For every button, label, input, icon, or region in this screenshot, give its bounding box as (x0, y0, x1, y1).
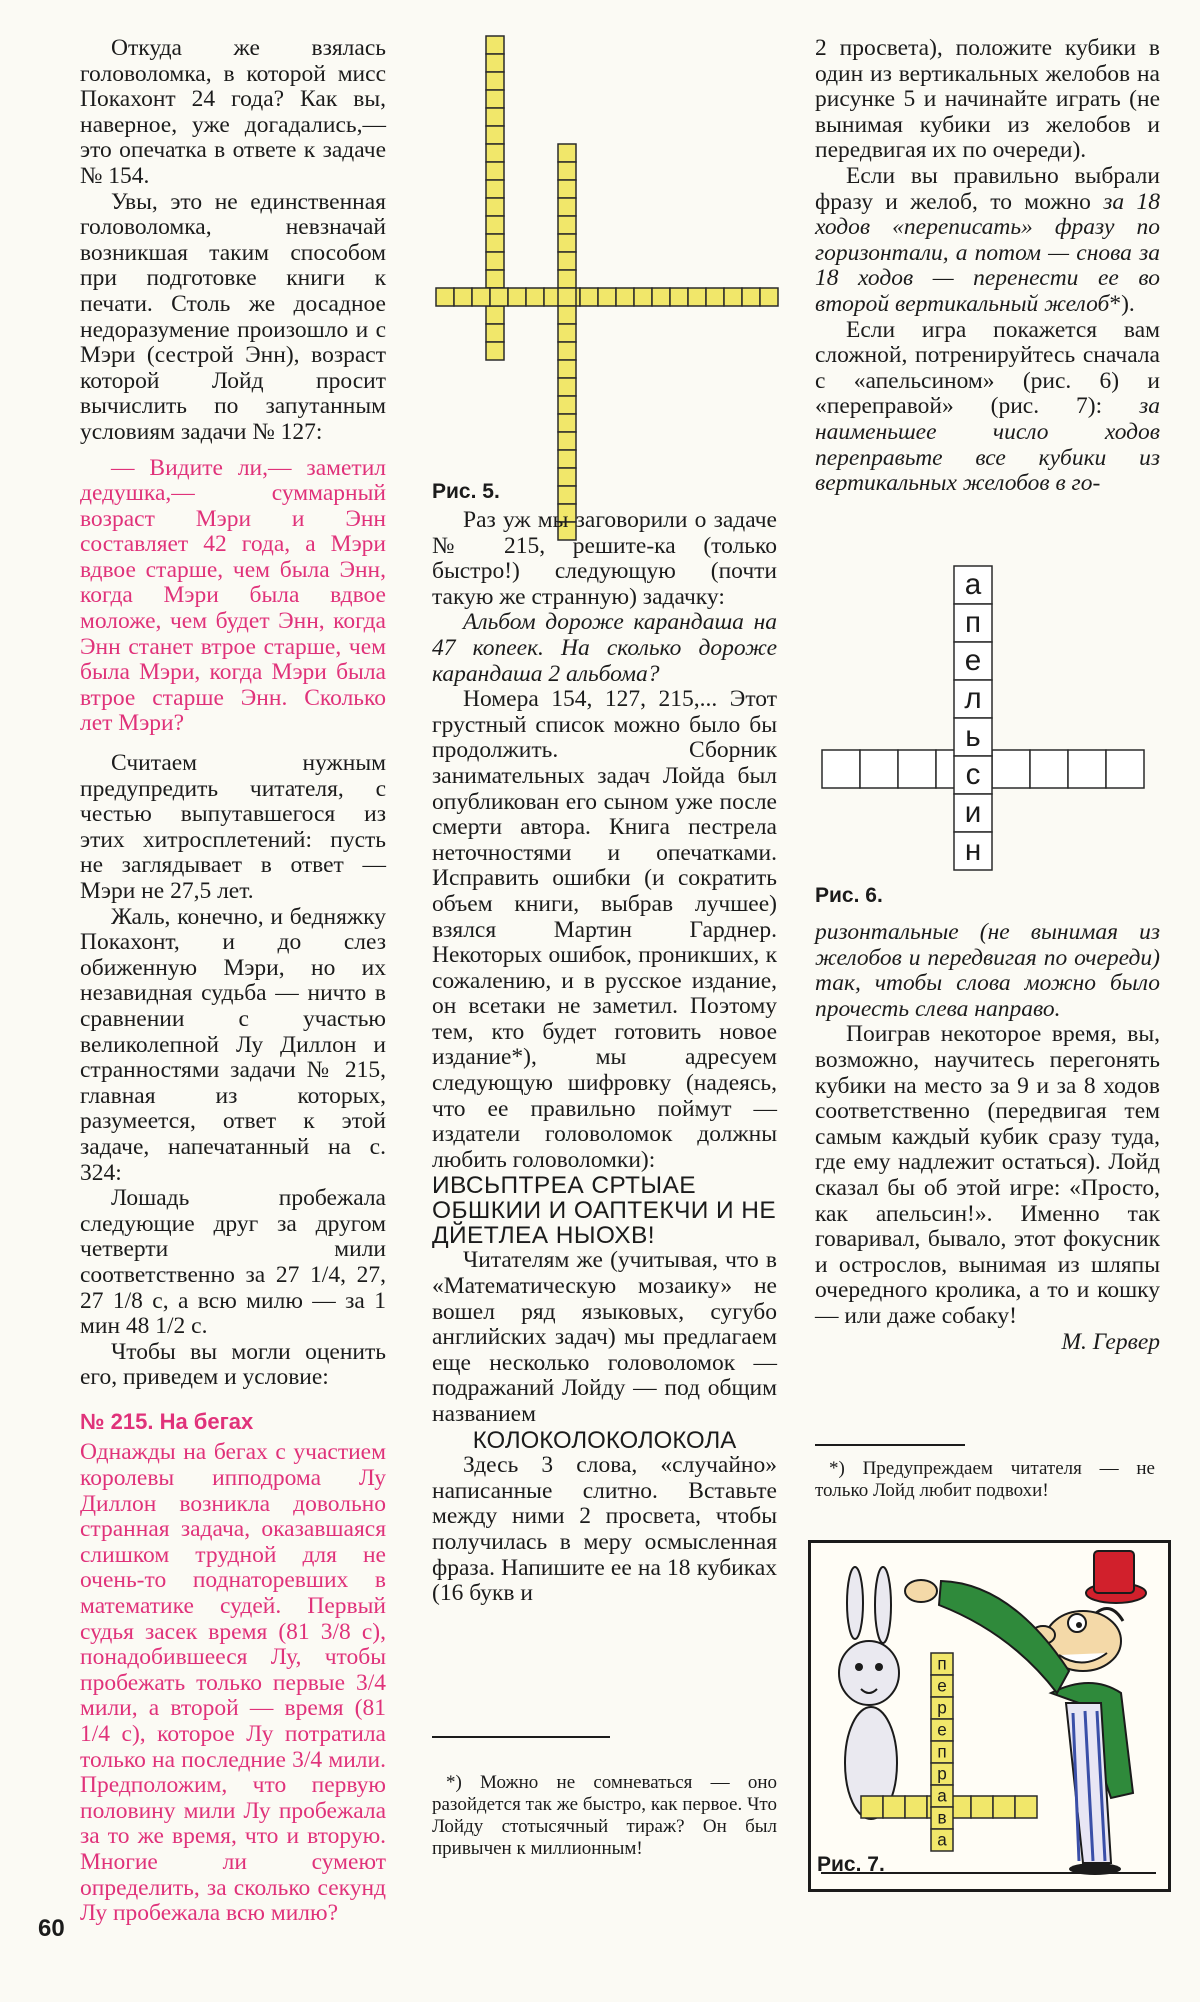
paragraph: Считаем нужным предупредить читателя, с честью выпутавшегося из этих хитросплетений: пусть не заглядывает в ответ — Мэри не 27,5 лет. (80, 750, 386, 904)
text: *). (1109, 290, 1135, 317)
grid-cell (558, 144, 576, 162)
grid-cell (598, 288, 616, 306)
top-hat-icon (1086, 1551, 1146, 1603)
grid-cell (558, 180, 576, 198)
paragraph: 2 просвета), положите кубики в один из вертикальных желобов на рисунке 5 и начинайте играть (не вынимая кубики из желобов и передвигая их по очереди). (815, 35, 1160, 164)
grid-cell (558, 198, 576, 216)
grid-cell (883, 1796, 905, 1818)
column-left (80, 36, 386, 1927)
grid-cell (486, 144, 504, 162)
cell-letter: е (937, 1675, 947, 1696)
text-italic: за наименьшее число ходов переправьте все кубики из вертикальных желобов в го- (815, 393, 1160, 497)
paragraph: Лошадь пробежала следующие друг за другом четверти мили соответственно за 27 1/4, 27, 27 1/8 с, а всю милю — за 1 мин 48 1/2 с. (80, 1185, 386, 1340)
grid-cell (558, 432, 576, 450)
grid-cell (486, 252, 504, 270)
grid-cell (526, 288, 544, 306)
magician-illustration (811, 1543, 1168, 1889)
author-signature: М. Гервер (1061, 1328, 1160, 1355)
grid-cell (558, 162, 576, 180)
grid-cell (971, 1796, 993, 1818)
grid-cell (558, 396, 576, 414)
grid-cell (688, 288, 706, 306)
paragraph: ризонтальные (не вынимая из желобов и передвигая по очереди) так, чтобы слова можно было прочесть слева направо. (815, 919, 1160, 1022)
grid-cell (472, 288, 490, 306)
cipher-text: ИВСЬПТРЕА СРТЫАЕ ОБШКИИ И ОАПТЕКЧИ И НЕ ДЙЕТЛЕА НЫОХВ! (432, 1172, 777, 1250)
cell-letter: л (964, 682, 982, 716)
paragraph: Раз уж мы заговорили о задаче № 215, решите-ка (только быстро!) следующую (почти такую же странную) задачку: (432, 507, 777, 610)
paragraph: Увы, это не единственная головоломка, невзначай возникшая таким способом при подготовке книги к печати. Столь же досадное недоразумение произошло и с Мэри (сестрой Энн), возраст которой Лойд просит вычислить по запутанным условиям задачи № 127: (80, 188, 386, 445)
grid-cell (558, 216, 576, 234)
grid-cell (486, 108, 504, 126)
grid-cell (1015, 1796, 1037, 1818)
paragraph: Поиграв некоторое время, вы, возможно, научитесь перегонять кубики на место за 9 и за 8 ходов соответственно (передвигая тем самым каждый кубик сразу туда, где ему надлежит остаться). Лойд сказал бы об этой игре: «Просто, как апельсин!». Именно так говаривал, бывало, этот фокусник и острослов, вынимая из шляпы очередного кролика, а то и кошку — или даже собаку! (815, 1021, 1160, 1329)
grid-cell (905, 1796, 927, 1818)
grid-cell (558, 342, 576, 360)
text-italic: за 18 ходов «переписать» фразу по горизонтали, а потом — снова за 18 ходов — перенести ее во второй вертикальный желоб (815, 188, 1160, 317)
text: Если вы правильно выбрали фразу и желоб, то можно (815, 162, 1160, 215)
grid-cell (558, 234, 576, 252)
footnote-rule (815, 1444, 965, 1446)
grid-cell (742, 288, 760, 306)
grid-cell (486, 342, 504, 360)
hand-icon (905, 1580, 937, 1602)
footnote-right (815, 1458, 1155, 1502)
puzzle-title: КОЛОКОЛОКОЛОКОЛА (472, 1426, 737, 1454)
figure-6-grid (822, 560, 1162, 905)
grid-cell (993, 1796, 1015, 1818)
grid-cell (558, 270, 576, 288)
cell-letter: а (937, 1785, 947, 1806)
cell-letter: ь (965, 720, 981, 754)
grid-cell (486, 216, 504, 234)
grid-cell (486, 162, 504, 180)
text: Если игра покажется вам сложной, потренируйтесь сначала с «апельсином» (рис. 6) и «переправой» (рис. 7): (815, 316, 1160, 420)
grid-cell (652, 288, 670, 306)
grid-cell (724, 288, 742, 306)
grid-cell (486, 72, 504, 90)
grid-cell (558, 306, 576, 324)
task-text: Однажды на бегах с участием королевы ипподрома Лу Диллон возникла довольно странная задача, оказавшаяся слишком трудной для не очень-то поднаторевших в математике судей. Первый судья засек время (81 3/8 с), понадобившееся Лу, чтобы пробежать только первые 3/4 мили, а второй — время (81 1/4 с), которое Лу потратила только на последние 3/4 мили. Предположим, что первую половину мили Лу пробежала за то же время, что и вторую. Многие ли сумеют определить, за сколько секунд Лу пробежала всю милю? (80, 1439, 386, 1927)
grid-cell (558, 486, 576, 504)
cell-letter: п (964, 606, 982, 640)
grid-cell (558, 378, 576, 396)
footnote-rule (432, 1736, 610, 1738)
grid-cell (580, 288, 598, 306)
grid-cell (634, 288, 652, 306)
column-right-bottom (815, 920, 1160, 1355)
grid-cell (992, 750, 1030, 788)
paragraph: Здесь 3 слова, «случайно» написанные слитно. Вставьте между ними 2 просвета, чтобы получилась в меру осмысленная фраза. Напишите ее на 18 кубиках (16 букв и (432, 1452, 777, 1607)
grid-cell (558, 288, 576, 306)
cell-letter: и (964, 796, 982, 830)
grid-cell (508, 288, 526, 306)
footnote-text: *) Можно не сомневаться — оно разойдется так же быстро, как первое. Что Лойду стотысячный тираж? Он был привычен к миллионным! (432, 1772, 777, 1859)
grid-cell (558, 450, 576, 468)
grid-cell (1030, 750, 1068, 788)
figure-6-caption: Рис. 6. (815, 884, 883, 907)
figure-7-caption: Рис. 7. (817, 1853, 885, 1876)
grid-cell (486, 198, 504, 216)
paragraph (815, 318, 1160, 497)
quote-grandfather: — Видите ли,— заметил дедушка,— суммарный возраст Мэри и Энн составляет 42 года, а Мэри вдвое старше, чем была Энн, когда Мэри была вдвое моложе, чем будет Энн, когда Энн станет втрое старше, чем была Мэри, когда Мэри была втрое старше Энн. Сколько лет Мэри? (80, 454, 386, 737)
grid-cell (486, 306, 504, 324)
task-heading: № 215. На бегах (80, 1408, 254, 1434)
footnote-text: *) Предупреждаем читателя — не только Лойд любит подвохи! (815, 1458, 1155, 1501)
grid-cell (486, 36, 504, 54)
page-number: 60 (38, 1915, 65, 1942)
cell-letter: с (965, 758, 981, 792)
grid-cell (454, 288, 472, 306)
grid-cell (706, 288, 724, 306)
footnote-middle (432, 1772, 777, 1860)
grid-cell (486, 54, 504, 72)
grid-cell (670, 288, 688, 306)
grid-cell (558, 468, 576, 486)
grid-cell (558, 414, 576, 432)
grid-cell (486, 90, 504, 108)
figure-5-grid (428, 36, 788, 506)
cell-letter: е (937, 1719, 947, 1740)
grid-cell (558, 324, 576, 342)
column-middle (432, 508, 777, 1607)
figure-7-illustration (808, 1540, 1171, 1892)
paragraph: Номера 154, 127, 215,... Этот грустный список можно было бы продолжить. Сборник занимательных задач Лойда был опубликован его сыном уже после смерти автора. Книга пестрела неточностями и опечатками. Исправить ошибки (и сократить объем книги, выбрав лучшее) взялся Мартин Гарднер. Некоторых ошибок, проникших, к сожалению, и в русское издание, он всетаки не заметил. Поэтому тем, кто будет готовить новое издание*), мы адресуем следующую шифровку (надеясь, что ее правильно поймут — издатели головоломок должны любить головоломки): (432, 686, 777, 1173)
grid-cell (861, 1796, 883, 1818)
grid-cell (486, 126, 504, 144)
riddle-text: Альбом дороже карандаша на 47 копеек. На сколько дороже карандаша 2 альбома? (432, 609, 777, 687)
grid-cell (1106, 750, 1144, 788)
paragraph: Жаль, конечно, и бедняжку Покахонт, и до слез обиженную Мэри, но их незавидная судьба — ничто в сравнении с участью великолепной Лу Диллон и странностями задачи № 215, главная из которых, разумеется, ответ к этой задаче, напечатанный на с. 324: (80, 903, 386, 1186)
grid-cell (558, 360, 576, 378)
grid-cell (1068, 750, 1106, 788)
grid-cell (898, 750, 936, 788)
cell-letter: п (937, 1741, 947, 1762)
figure-5-caption: Рис. 5. (432, 480, 500, 503)
paragraph: Чтобы вы могли оценить его, приведем и условие: (80, 1338, 386, 1391)
grid-cell (486, 270, 504, 288)
grid-cell (486, 180, 504, 198)
cell-letter: н (964, 834, 982, 868)
column-right-top (815, 36, 1160, 497)
cell-letter: а (937, 1829, 947, 1850)
grid-cell (486, 234, 504, 252)
grid-cell (558, 252, 576, 270)
grid-cell (860, 750, 898, 788)
grid-cell (616, 288, 634, 306)
paragraph: Откуда же взялась головоломка, в которой мисс Покахонт 24 года? Как вы, наверное, уже догадались,— это опечатка в ответе к задаче № 154. (80, 35, 386, 189)
grid-cell (760, 288, 778, 306)
paragraph: Читателям же (учитывая, что в «Математическую мозаику» не вошел ряд языковых, сугубо английских задач) мы предлагаем еще несколько головоломок — подражаний Лойду — под общим названием (432, 1247, 777, 1427)
cell-letter: а (964, 568, 982, 602)
grid-cell (486, 324, 504, 342)
cell-letter: в (937, 1807, 947, 1828)
paragraph (815, 164, 1160, 318)
cell-letter: р (937, 1697, 947, 1718)
cell-letter: р (937, 1763, 947, 1784)
grid-cell (490, 288, 508, 306)
grid-cell (436, 288, 454, 306)
cell-letter: е (964, 644, 982, 678)
grid-cell (822, 750, 860, 788)
rabbit-icon (839, 1567, 899, 1819)
cell-letter: п (937, 1653, 947, 1674)
